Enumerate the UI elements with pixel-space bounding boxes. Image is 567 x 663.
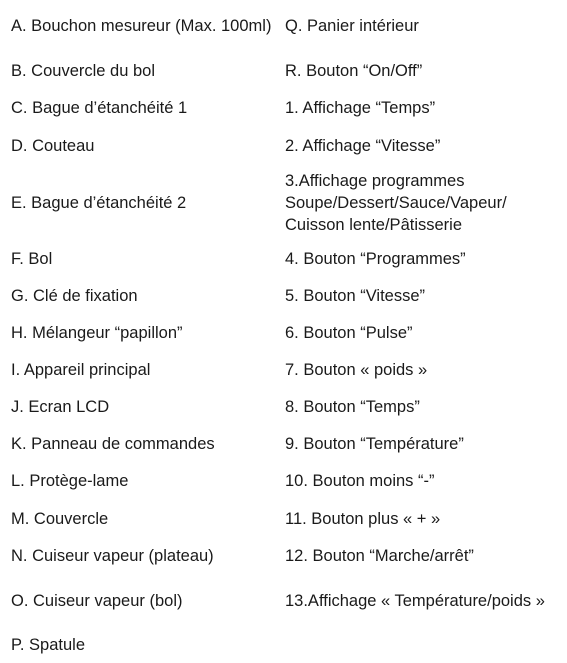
part-label: 6. Bouton “Pulse” bbox=[285, 323, 413, 342]
part-label: B. Couvercle du bol bbox=[11, 61, 155, 80]
part-label: 8. Bouton “Temps” bbox=[285, 397, 420, 416]
part-label: 13.Affichage « Température/poids » bbox=[285, 591, 545, 610]
part-label: E. Bague d’étanchéité 2 bbox=[11, 193, 187, 212]
part-label: 7. Bouton « poids » bbox=[285, 360, 428, 379]
table-row bbox=[0, 52, 567, 89]
part-label bbox=[285, 627, 567, 663]
part-label: R. Bouton “On/Off” bbox=[285, 61, 423, 80]
part-label: O. Cuiseur vapeur (bol) bbox=[11, 591, 183, 610]
part-label: G. Clé de fixation bbox=[11, 286, 138, 305]
part-label: 4. Bouton “Programmes” bbox=[285, 249, 466, 268]
part-label: H. Mélangeur “papillon” bbox=[11, 323, 183, 342]
part-label bbox=[0, 0, 285, 52]
part-label: P. Spatule bbox=[11, 636, 86, 654]
part-label: J. Ecran LCD bbox=[11, 397, 110, 416]
part-label: I. Appareil principal bbox=[11, 360, 151, 379]
table-row bbox=[0, 240, 567, 277]
part-label: 5. Bouton “Vitesse” bbox=[285, 286, 426, 305]
table-row bbox=[0, 89, 567, 127]
part-label: 9. Bouton “Température” bbox=[285, 434, 464, 453]
table-row bbox=[0, 277, 567, 314]
part-label: M. Couvercle bbox=[11, 509, 109, 528]
table-row bbox=[0, 537, 567, 574]
table-row bbox=[0, 0, 567, 52]
part-label: D. Couteau bbox=[11, 137, 95, 155]
table-row bbox=[0, 574, 567, 627]
table-row bbox=[0, 314, 567, 351]
table-row bbox=[0, 462, 567, 500]
part-label: 1. Affichage “Temps” bbox=[285, 99, 436, 117]
part-label: C. Bague d’étanchéité 1 bbox=[11, 99, 188, 117]
part-label: K. Panneau de commandes bbox=[11, 434, 215, 453]
part-label: L. Protège-lame bbox=[11, 472, 129, 490]
part-label: 2. Affichage “Vitesse” bbox=[285, 137, 441, 155]
part-label: 11. Bouton plus « + » bbox=[285, 509, 441, 528]
table-row bbox=[0, 165, 567, 240]
table-row bbox=[0, 351, 567, 388]
part-label: Q. Panier intérieur bbox=[285, 17, 419, 35]
table-row bbox=[0, 627, 567, 663]
table-row bbox=[0, 425, 567, 462]
part-label: N. Cuiseur vapeur (plateau) bbox=[11, 546, 214, 565]
table-row bbox=[0, 127, 567, 165]
table-row bbox=[0, 500, 567, 537]
part-label: 10. Bouton moins “-” bbox=[285, 472, 435, 490]
part-label: 12. Bouton “Marche/arrêt” bbox=[285, 546, 474, 565]
part-label: 3.Affichage programmes Soupe/Dessert/Sauce/Vapeur/ Cuisson lente/Pâtisserie bbox=[285, 171, 507, 234]
table-row bbox=[0, 388, 567, 425]
part-label: F. Bol bbox=[11, 249, 53, 268]
part-text: A. Bouchon mesureur (Max. 100ml) bbox=[11, 17, 272, 35]
